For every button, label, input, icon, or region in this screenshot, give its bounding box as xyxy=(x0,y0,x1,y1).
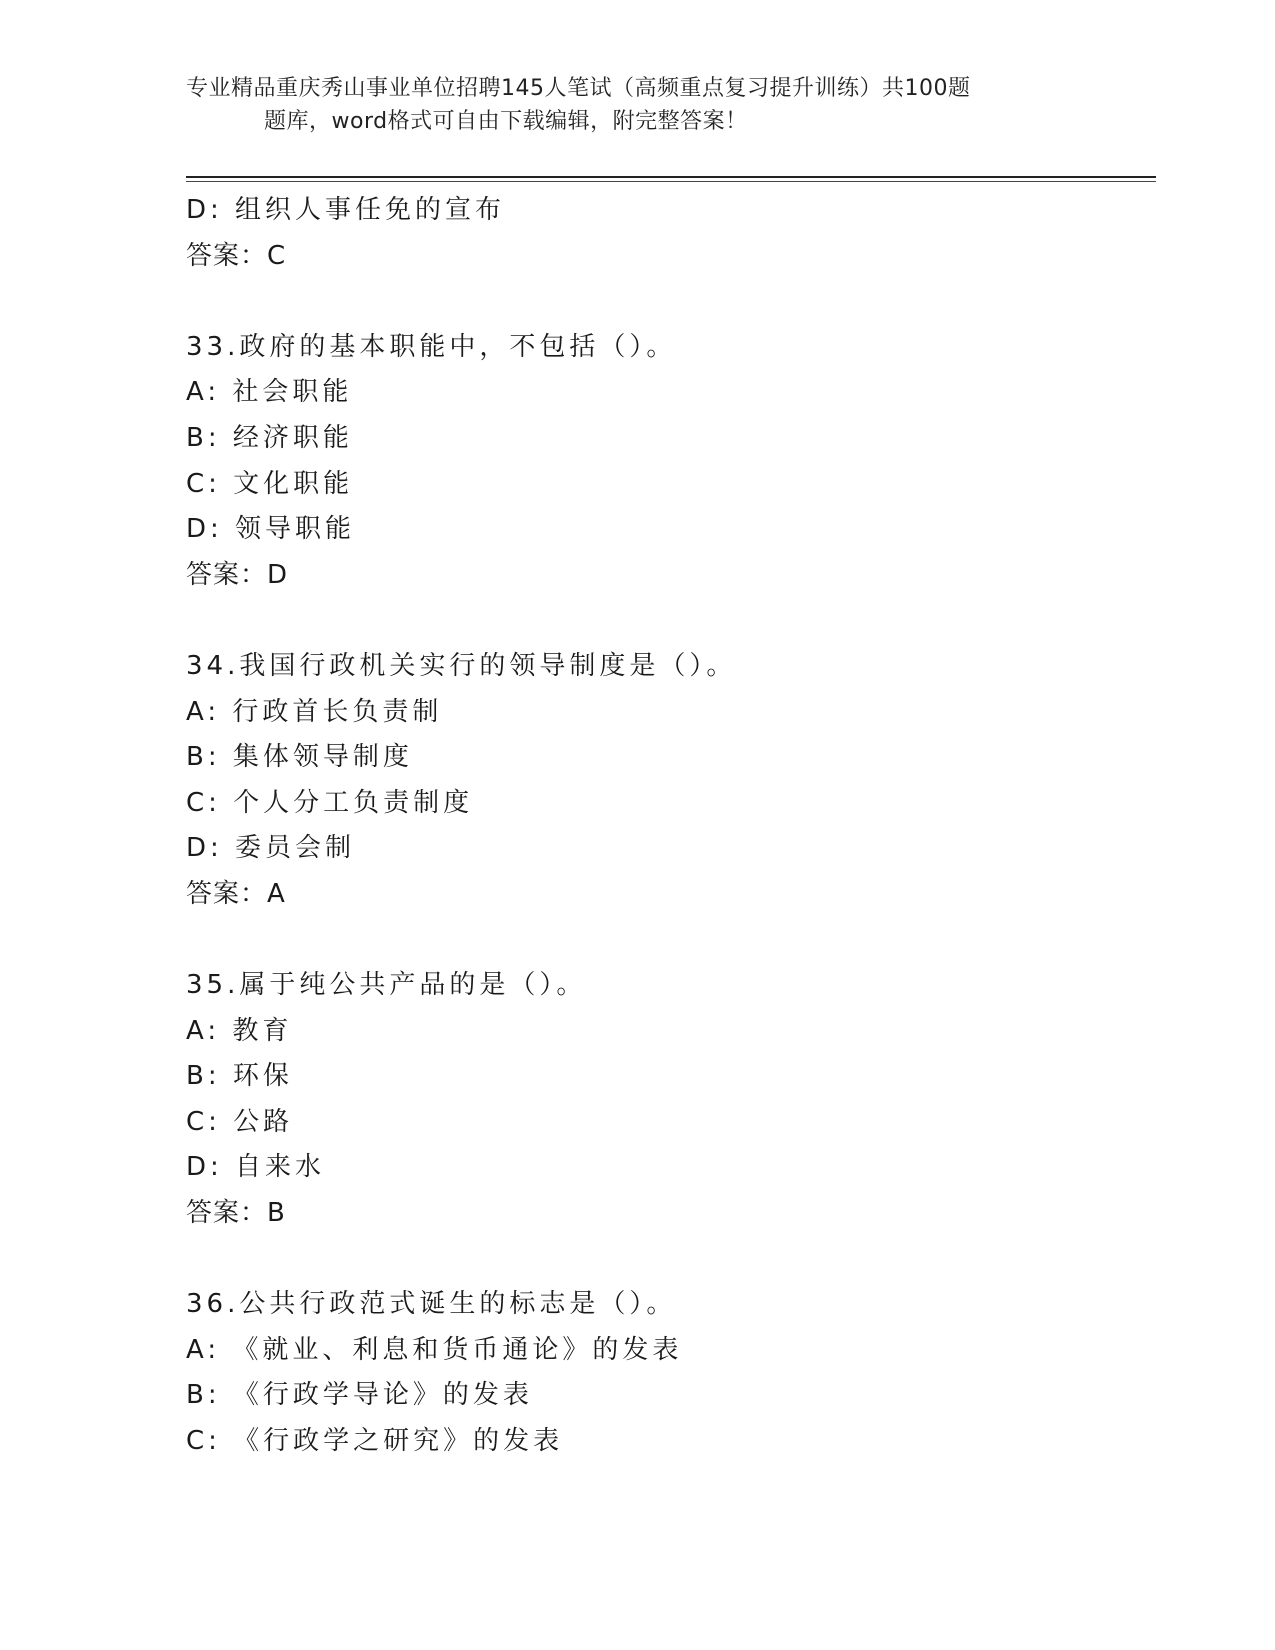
question-34 xyxy=(186,644,1156,918)
answer-line: 答案：B xyxy=(186,1198,286,1229)
question-stem: 36.公共行政范式诞生的标志是（）。 xyxy=(186,1289,677,1320)
option-a: A: 教育 xyxy=(186,1015,293,1046)
question-content xyxy=(186,188,1156,1465)
question-stem: 33.政府的基本职能中，不包括（）。 xyxy=(186,331,677,362)
spacer xyxy=(186,1237,1156,1283)
option-d: D: 领导职能 xyxy=(186,514,356,545)
header-divider-thin xyxy=(186,181,1156,182)
option-a: A: 《就业、利息和货币通论》的发表 xyxy=(186,1334,683,1365)
spacer xyxy=(186,918,1156,964)
header-title-line-2: 题库，word格式可自由下载编辑，附完整答案！ xyxy=(264,109,748,134)
answer-line: 答案：A xyxy=(186,878,286,909)
option-c: C: 《行政学之研究》的发表 xyxy=(186,1426,564,1457)
question-32-tail xyxy=(186,188,1156,279)
header-title-line-1: 专业精品重庆秀山事业单位招聘145人笔试（高频重点复习提升训练）共100题 xyxy=(186,76,971,101)
answer-line: 答案：C xyxy=(186,240,287,271)
question-stem: 34.我国行政机关实行的领导制度是（）。 xyxy=(186,650,737,681)
question-35 xyxy=(186,963,1156,1237)
option-b: B: 环保 xyxy=(186,1061,293,1092)
answer-line: 答案：D xyxy=(186,559,289,590)
spacer xyxy=(186,598,1156,644)
option-a: A: 社会职能 xyxy=(186,377,353,408)
header-divider-thick xyxy=(186,176,1156,178)
spacer xyxy=(186,279,1156,325)
option-c: C: 公路 xyxy=(186,1106,294,1137)
option-c: C: 文化职能 xyxy=(186,468,354,499)
option-d: D: 组织人事任免的宣布 xyxy=(186,195,506,225)
question-stem: 35.属于纯公共产品的是（）。 xyxy=(186,970,587,1001)
option-d: D: 委员会制 xyxy=(186,833,356,864)
option-b: B: 《行政学导论》的发表 xyxy=(186,1380,533,1411)
question-36 xyxy=(186,1282,1156,1464)
option-d: D: 自来水 xyxy=(186,1152,326,1183)
option-b: B: 经济职能 xyxy=(186,422,353,453)
question-33 xyxy=(186,325,1156,599)
option-a: A: 行政首长负责制 xyxy=(186,696,443,727)
option-b: B: 集体领导制度 xyxy=(186,742,413,773)
document-header xyxy=(186,72,1086,138)
option-c: C: 个人分工负责制度 xyxy=(186,787,474,818)
